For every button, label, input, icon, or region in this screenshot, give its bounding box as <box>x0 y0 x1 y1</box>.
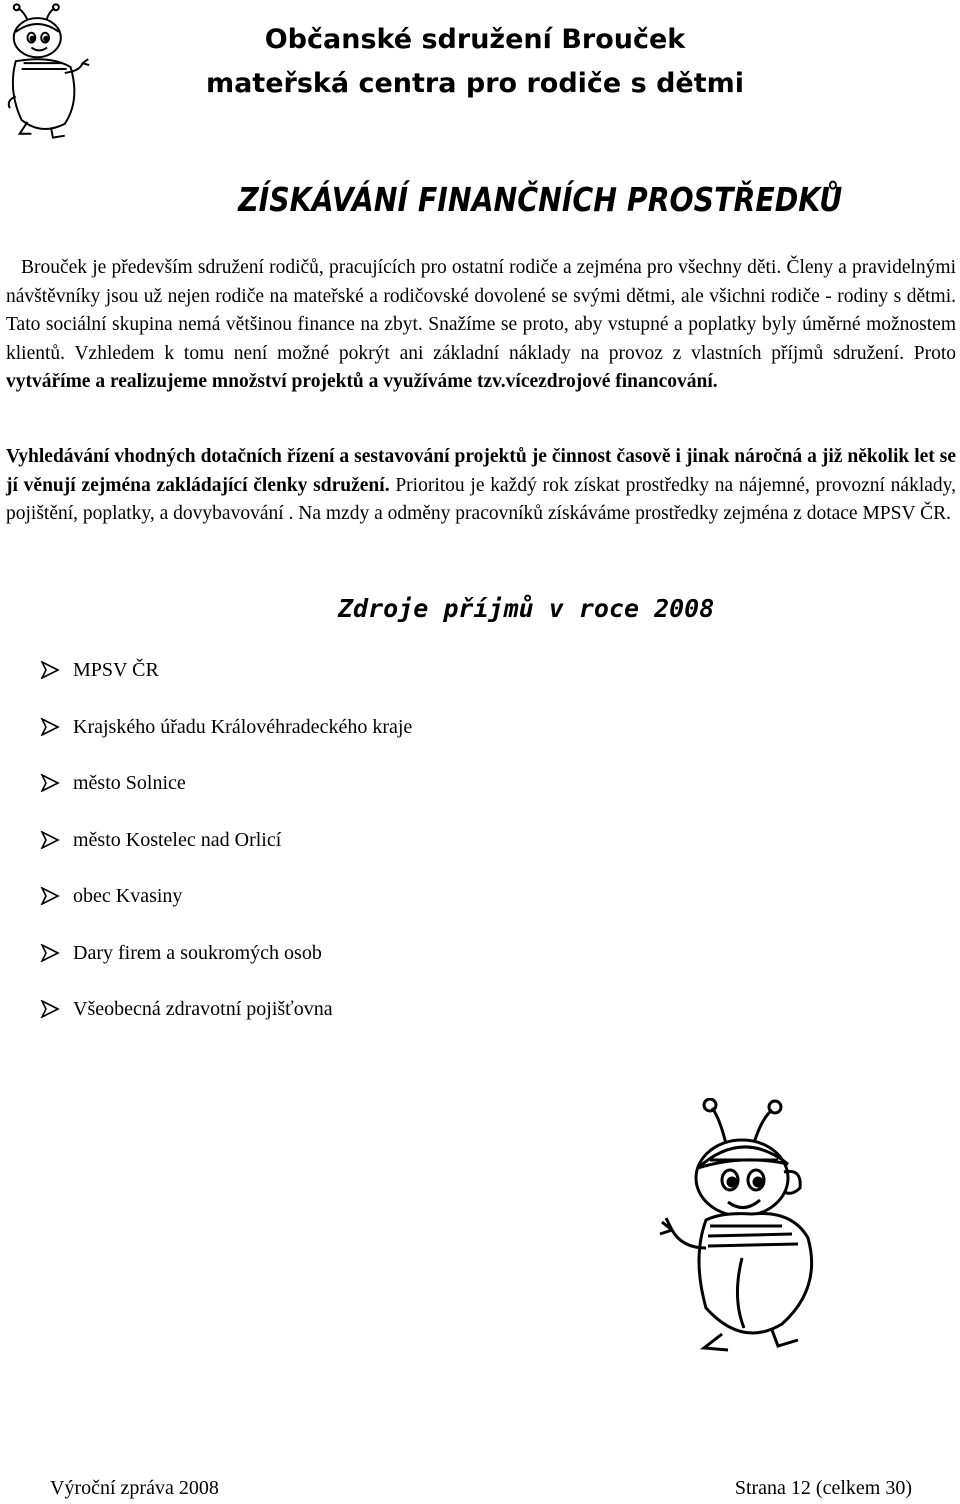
income-source-label: město Solnice <box>73 772 186 794</box>
list-item <box>40 765 412 822</box>
arrowhead-bullet-icon <box>40 831 60 849</box>
beetle-mascot-icon <box>632 1098 827 1353</box>
arrowhead-bullet-icon <box>40 887 60 905</box>
funding-bold-text: Vyhledávání vhodných dotačních řízení a sestavování projektů je činnost časově i jinak náročná a již několik let se jí věnují zejména zakládající členky sdružení. <box>6 446 956 496</box>
list-item <box>40 822 412 879</box>
list-item <box>40 709 412 766</box>
income-source-label: MPSV ČR <box>73 659 159 681</box>
org-tagline: mateřská centra pro rodiče s dětmi <box>205 68 745 99</box>
income-source-label: město Kostelec nad Orlicí <box>73 828 282 851</box>
footer-page-number: Strana 12 (celkem 30) <box>734 1477 912 1499</box>
income-source-label: Krajského úřadu Královéhradeckého kraje <box>73 715 413 738</box>
income-source-label: Dary firem a soukromých osob <box>73 941 322 964</box>
intro-bold-text: vytváříme a realizujeme množství projektů a využíváme tzv.vícezdrojové financování. <box>6 371 718 392</box>
beetle-mascot-icon <box>2 2 100 140</box>
arrowhead-bullet-icon <box>40 944 60 962</box>
arrowhead-bullet-icon <box>40 718 60 736</box>
arrowhead-bullet-icon <box>40 661 60 679</box>
income-source-label: Všeobecná zdravotní pojišťovna <box>73 998 333 1020</box>
footer-report-title: Výroční zpráva 2008 <box>50 1477 219 1499</box>
list-item <box>40 991 412 1048</box>
income-source-label: obec Kvasiny <box>73 885 183 907</box>
income-heading: Zdroje příjmů v roce 2008 <box>338 594 715 623</box>
section-title: ZÍSKÁVÁNÍ FINANČNÍCH PROSTŘEDKŮ <box>238 180 843 219</box>
intro-text: Brouček je především sdružení rodičů, pracujících pro ostatní rodiče a zejména pro všechny děti. Členy a pravidelnými návštěvníky jsou už nejen rodiče na mateřské a rodičovské dovolené se svými dětmi, ale všichni rodiče - rodiny s dětmi. Tato sociální skupina nemá většinou finance na zbyt. Snažíme se proto, aby vstupné a poplatky byly úměrné možnostem klientů. Vzhledem k tomu není možné pokrýt ani základní náklady na provoz z vlastních příjmů sdružení. Proto <box>6 257 956 364</box>
list-item <box>40 878 412 935</box>
funding-text: Prioritou je každý rok získat prostředky na nájemné, provozní náklady, pojištění, poplatky, a dovybavování . Na mzdy a odměny pracovníků získáváme prostředky zejména z dotace MPSV ČR. <box>6 474 957 524</box>
arrowhead-bullet-icon <box>40 1000 60 1018</box>
income-sources-list <box>40 652 412 1048</box>
funding-paragraph <box>6 443 956 529</box>
list-item <box>40 652 412 709</box>
arrowhead-bullet-icon <box>40 774 60 792</box>
org-name: Občanské sdružení Brouček <box>264 24 686 55</box>
list-item <box>40 935 412 992</box>
intro-paragraph <box>6 254 956 397</box>
